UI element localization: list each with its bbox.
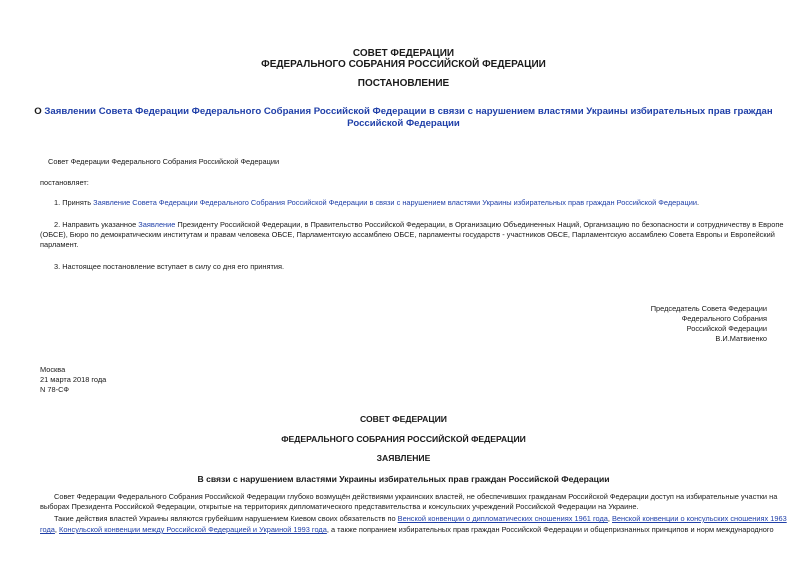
number: N 78-СФ	[40, 385, 70, 394]
statement-p1-line2: выборах Президента Российской Федерации, открытые на территориях дипломатического представительства и консульских учреждений Российской Федерации на Украине.	[40, 502, 639, 511]
org-line1: СОВЕТ ФЕДЕРАЦИИ	[352, 48, 455, 59]
item-1-suffix: .	[696, 198, 700, 207]
link-vienna-1963-year[interactable]: года	[40, 525, 55, 534]
statement-p2-rest: , а также попранием избирательных прав граждан Российской Федерации и общепризнанных принципов и норм международного	[326, 525, 774, 534]
date: 21 марта 2018 года	[40, 375, 107, 384]
decides-text: постановляет:	[40, 178, 89, 187]
title-link-line2[interactable]: Российской Федерации	[347, 118, 460, 129]
intro-text: Совет Федерации Федерального Собрания Российской Федерации	[48, 157, 280, 166]
item-1	[54, 198, 699, 208]
statement-title: В связи с нарушением властями Украины избирательных прав граждан Российской Федерации	[197, 474, 610, 484]
doc-type: ПОСТАНОВЛЕНИЕ	[357, 78, 450, 89]
statement-p2-line1	[54, 514, 787, 524]
title-prefix: О	[34, 106, 45, 117]
title-link[interactable]: Заявлении Совета Федерации Федерального Собрания Российской Федерации в связи с нарушением властями Украины избирательных прав граждан	[44, 106, 773, 117]
link-vienna-1961[interactable]: Венской конвенции о дипломатических сношениях 1961 года	[397, 514, 608, 523]
statement-p2-line2	[40, 525, 774, 535]
item-2-prefix: 2. Направить указанное	[54, 220, 139, 229]
sign-line3: Российской Федерации	[686, 324, 767, 333]
item-3: 3. Настоящее постановление вступает в силу со дня его принятия.	[54, 262, 285, 271]
item-2-line3: парламент.	[40, 240, 79, 249]
statement-org-line1: СОВЕТ ФЕДЕРАЦИИ	[360, 414, 447, 424]
signatory-name: В.И.Матвиенко	[715, 334, 767, 343]
sep: ,	[607, 514, 612, 523]
item-1-link[interactable]: Заявление Совета Федерации Федерального Собрания Российской Федерации в связи с нарушением властями Украины избирательных прав граждан Российской Федерации	[93, 198, 697, 207]
item-2-rest: Президенту Российской Федерации, в Правительство Российской Федерации, в Организацию Объединенных Наций, Организацию по безопасности и сотрудничеству в Европе	[175, 220, 784, 229]
item-2-line1	[54, 220, 783, 230]
link-consular-1993[interactable]: Консульской конвенции между Российской Федерацией и Украиной 1993 года	[59, 525, 327, 534]
resolution-title-line2	[0, 118, 807, 130]
item-2-link[interactable]: Заявление	[138, 220, 176, 229]
statement-org-line2: ФЕДЕРАЛЬНОГО СОБРАНИЯ РОССИЙСКОЙ ФЕДЕРАЦИИ	[281, 434, 526, 444]
place: Москва	[40, 365, 66, 374]
statement-p2-prefix: Такие действия властей Украины являются грубейшим нарушением Киевом своих обязательств по	[54, 514, 398, 523]
link-vienna-1963[interactable]: Венской конвенции о консульских сношениях 1963	[611, 514, 787, 523]
item-1-prefix: 1. Принять	[54, 198, 94, 207]
org-line2: ФЕДЕРАЛЬНОГО СОБРАНИЯ РОССИЙСКОЙ ФЕДЕРАЦИИ	[261, 59, 546, 70]
statement-p1-line1: Совет Федерации Федерального Собрания Российской Федерации глубоко возмущён действиями украинских властей, не обеспечивших гражданам Российской Федерации доступ на избирательные участки на	[54, 492, 778, 501]
item-2-line2: (ОБСЕ), Бюро по демократическим институтам и правам человека ОБСЕ, Парламентскую ассамблею ОБСЕ, парламенты государств - участников ОБСЕ, Парламентскую ассамблею Совета Европы и Европейский	[40, 230, 775, 239]
sep: ,	[54, 525, 60, 534]
sign-line1: Председатель Совета Федерации	[650, 304, 767, 313]
resolution-title	[0, 106, 807, 118]
sign-line2: Федерального Собрания	[681, 314, 767, 323]
statement-doc-type: ЗАЯВЛЕНИЕ	[376, 453, 431, 463]
